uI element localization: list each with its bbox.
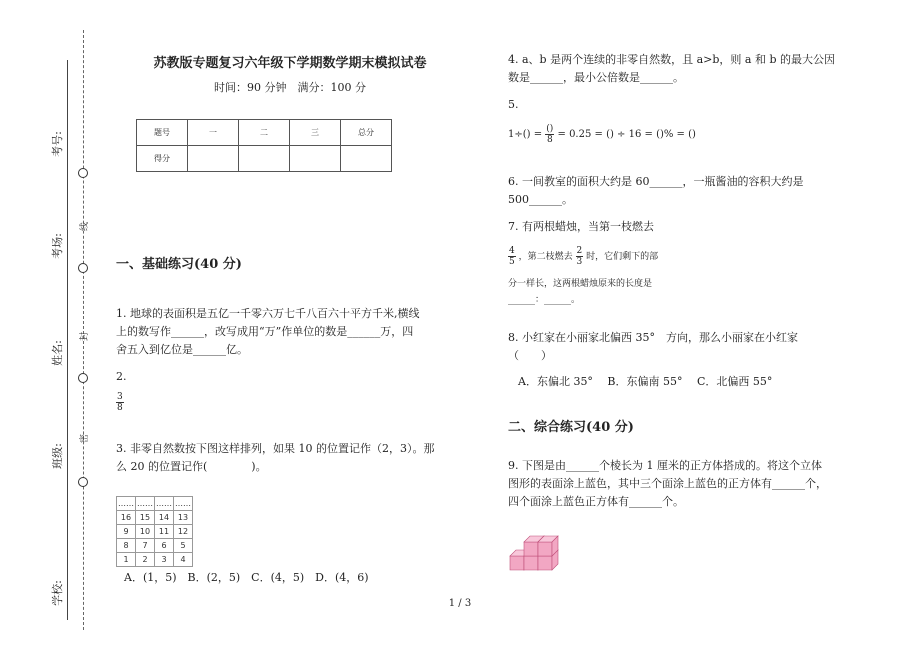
- question-text: 上的数写作______，改写成用“万”作单位的数是______万，四: [116, 325, 414, 338]
- grid-cell: 8: [117, 539, 136, 553]
- fraction-denominator: 8: [546, 135, 553, 145]
- grid-cell: 6: [155, 539, 174, 553]
- question-text: 9. 下图是由______个棱长为 1 厘米的正方体搭成的。将这个立体: [508, 459, 822, 472]
- cube-face: [524, 542, 538, 556]
- question-7: 7. 有两根蜡烛，当第一枝燃去: [508, 220, 654, 233]
- binding-hole: [78, 477, 88, 487]
- cut-line: [83, 30, 84, 630]
- fraction: [508, 246, 516, 267]
- question-text: 舍五入到亿位是______亿。: [116, 343, 248, 356]
- cube-face: [524, 556, 538, 570]
- grid-cell: 5: [174, 539, 193, 553]
- equation-part: = 0.25 = () ÷ 16 = ()% = (): [557, 129, 696, 140]
- section-title: 一、基础练习(40 分): [116, 257, 242, 272]
- fraction-numerator: (): [546, 124, 554, 134]
- cube-face: [510, 556, 524, 570]
- grid-cell: 4: [174, 553, 193, 567]
- question-5-number: 5.: [508, 98, 519, 111]
- grid-cell: 7: [136, 539, 155, 553]
- question-8: [508, 329, 878, 365]
- question-text: 时，它们剩下的部: [586, 252, 659, 262]
- table-row: [137, 120, 392, 146]
- grid-cell: 12: [174, 525, 193, 539]
- fraction: [545, 124, 554, 145]
- label-name: 姓名:: [50, 340, 64, 366]
- fraction-denominator: 5: [509, 257, 515, 267]
- seal-char-secret: 密: [80, 433, 91, 444]
- grid-cell: ……: [117, 497, 136, 511]
- grid-cell: 3: [155, 553, 174, 567]
- cube-face: [538, 556, 552, 570]
- binding-line: [67, 60, 68, 620]
- table-header-cell: 总分: [341, 120, 392, 146]
- question-text: （ ）: [508, 349, 552, 362]
- question-4: [508, 51, 878, 87]
- page-title: 苏教版专题复习六年级下学期数学期末模拟试卷: [153, 56, 427, 71]
- question-text: 8. 小红家在小丽家北偏西 35° 方向，那么小丽家在小红家: [508, 331, 798, 344]
- question-7-fractions: [508, 246, 658, 267]
- question-text: ______：______。: [508, 295, 581, 305]
- fraction-numerator: 2: [576, 246, 583, 256]
- grid-cell: ……: [155, 497, 174, 511]
- table-row: [137, 146, 392, 172]
- score-table: [136, 119, 392, 172]
- question-2: [116, 368, 127, 413]
- table-row: [117, 539, 193, 553]
- number-grid: [116, 496, 193, 567]
- question-number: 2.: [116, 370, 127, 383]
- seal-char-line: 线: [80, 221, 91, 232]
- question-text: 么 20 的位置记作( )。: [116, 460, 267, 473]
- page-number: 1 / 3: [448, 598, 472, 609]
- table-header-cell: 题号: [137, 120, 188, 146]
- grid-cell: 16: [117, 511, 136, 525]
- label-class: 班级:: [50, 443, 64, 469]
- fraction: [576, 246, 584, 267]
- table-row: [117, 553, 193, 567]
- grid-cell: ……: [174, 497, 193, 511]
- question-text: 500______。: [508, 193, 573, 206]
- exam-info: 时间：90 分钟 满分：100 分: [214, 81, 366, 94]
- answer-options: A．东偏北 35° B．东偏南 55° C．北偏西 55°: [518, 375, 773, 388]
- grid-cell: 11: [155, 525, 174, 539]
- grid-cell: ……: [136, 497, 155, 511]
- cube-face: [538, 542, 552, 556]
- question-text: 四个面涂上蓝色正方体有______个。: [508, 495, 684, 508]
- binding-hole: [78, 263, 88, 273]
- question-5: [508, 124, 696, 145]
- equation-part: 1÷() =: [508, 129, 543, 140]
- question-6: [508, 173, 878, 209]
- label-school: 学校:: [50, 580, 64, 606]
- cube-figure: [506, 528, 576, 574]
- seal-char-seal: 封: [80, 331, 91, 342]
- table-row-label: 得分: [137, 146, 188, 172]
- fraction: [116, 392, 124, 413]
- grid-cell: 1: [117, 553, 136, 567]
- grid-cell: 10: [136, 525, 155, 539]
- binding-hole: [78, 168, 88, 178]
- question-text: 6. 一间教室的面积大约是 60______，一瓶酱油的容积大约是: [508, 175, 804, 188]
- question-text: 分一样长，这两根蜡烛原来的长度是: [508, 279, 653, 289]
- table-row: [117, 525, 193, 539]
- question-text: ，第二枝燃去: [518, 252, 573, 262]
- fraction-denominator: 8: [117, 403, 123, 413]
- grid-cell: 2: [136, 553, 155, 567]
- grid-cell: 13: [174, 511, 193, 525]
- question-text: 3. 非零自然数按下图这样排列，如果 10 的位置记作（2，3）。那: [116, 442, 435, 455]
- table-row: [117, 497, 193, 511]
- grid-cell: 15: [136, 511, 155, 525]
- table-header-cell: 三: [290, 120, 341, 146]
- score-cell[interactable]: [290, 146, 341, 172]
- table-header-cell: 一: [188, 120, 239, 146]
- grid-cell: 9: [117, 525, 136, 539]
- fraction-denominator: 3: [576, 257, 583, 267]
- question-text: 4. a、b 是两个连续的非零自然数，且 a>b，则 a 和 b 的最大公因: [508, 53, 835, 66]
- fraction-numerator: 3: [117, 392, 123, 402]
- table-row: [117, 511, 193, 525]
- section-title: 二、综合练习(40 分): [508, 420, 634, 435]
- question-3: [116, 440, 466, 476]
- table-header-cell: 二: [239, 120, 290, 146]
- question-text: 数是______，最小公倍数是______。: [508, 71, 684, 84]
- answer-options: A．(1，5) B．(2，5) C．(4，5) D．(4，6): [124, 571, 369, 584]
- question-9: [508, 457, 878, 511]
- question-text: 图形的表面涂上蓝色，其中三个面涂上蓝色的正方体有______个，: [508, 477, 827, 490]
- fraction-numerator: 4: [509, 246, 515, 256]
- label-exam-room: 考场:: [50, 233, 64, 259]
- binding-hole: [78, 373, 88, 383]
- question-text: 1. 地球的表面积是五亿一千零六万七千八百六十平方千米,横线: [116, 307, 420, 320]
- question-1: [116, 305, 466, 359]
- grid-cell: 14: [155, 511, 174, 525]
- score-cell[interactable]: [341, 146, 392, 172]
- score-cell[interactable]: [188, 146, 239, 172]
- score-cell[interactable]: [239, 146, 290, 172]
- label-exam-no: 考号:: [50, 131, 64, 157]
